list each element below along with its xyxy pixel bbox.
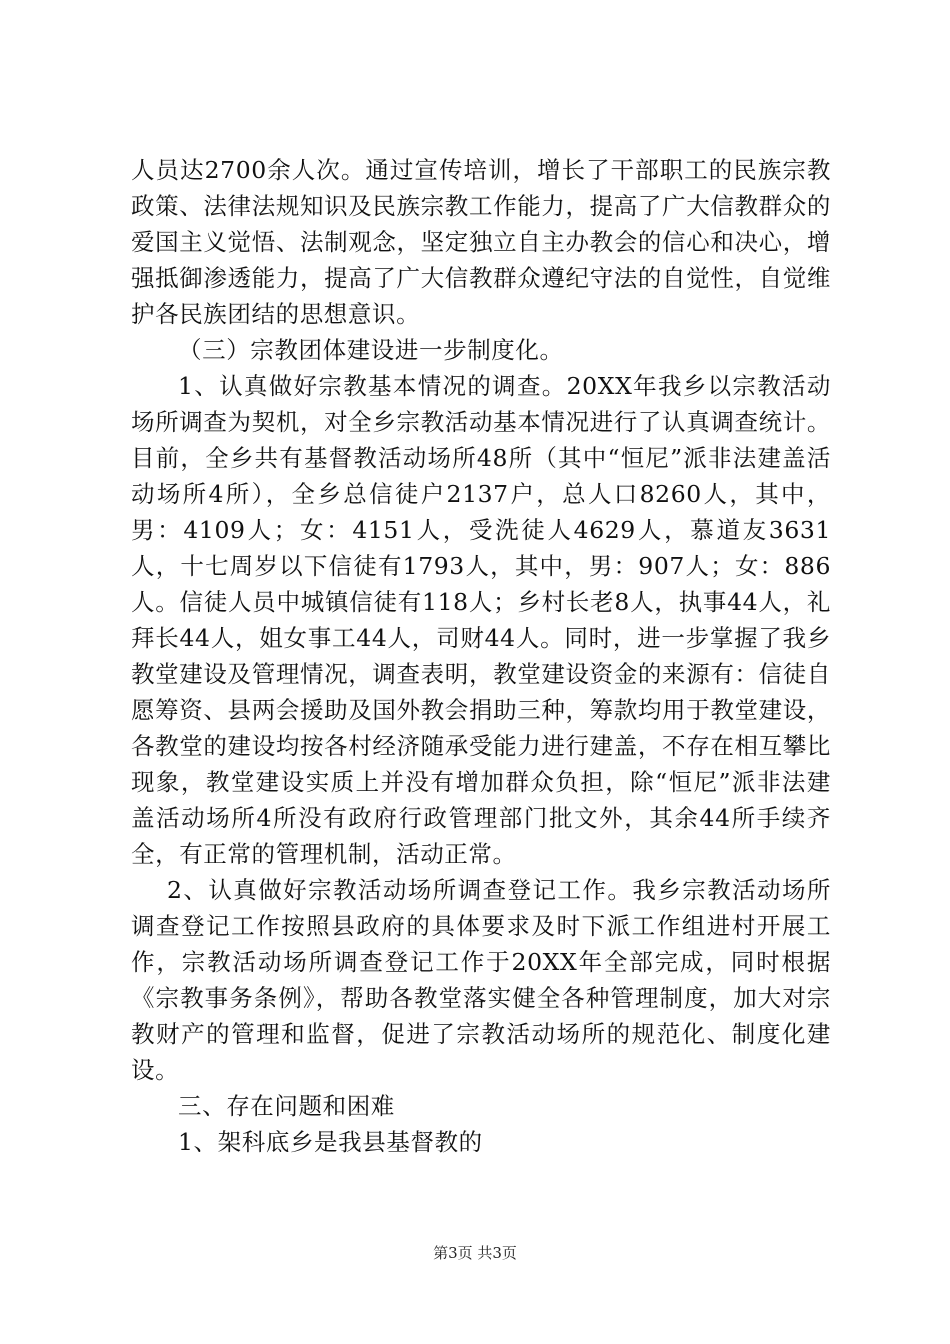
section-heading-problems: 三、存在问题和困难 xyxy=(178,1092,395,1120)
document-body xyxy=(131,152,831,1160)
page-footer: 第3页 共3页 xyxy=(433,1244,517,1262)
paragraph-registration-work: 2、认真做好宗教活动场所调查登记工作。我乡宗教活动场所调查登记工作按照县政府的具体要求及时下派工作组进村开展工作，宗教活动场所调查登记工作于20XX年全部完成，同时根据《宗教事务条例》，帮助各教堂落实健全各种管理制度，加大对宗教财产的管理和监督，促进了宗教活动场所的规范化、制度化建设。 xyxy=(131,876,831,1084)
paragraph-training-results: 人员达2700余人次。通过宣传培训，增长了干部职工的民族宗教政策、法律法规知识及民族宗教工作能力，提高了广大信教群众的爱国主义觉悟、法制观念，坚定独立自主办教会的信心和决心，增强抵御渗透能力，提高了广大信教群众遵纪守法的自觉性，自觉维护各民族团结的思想意识。 xyxy=(131,156,831,328)
paragraph-problem-one: 1、架科底乡是我县基督教的 xyxy=(178,1128,483,1156)
section-heading-religious-groups: （三）宗教团体建设进一步制度化。 xyxy=(178,336,564,364)
paragraph-basic-survey: 1、认真做好宗教基本情况的调查。20XX年我乡以宗教活动场所调查为契机，对全乡宗教活动基本情况进行了认真调查统计。目前，全乡共有基督教活动场所48所（其中“恒尼”派非法建盖活动场所4所），全乡总信徒户2137户，总人口8260人，其中，男：4109人；女：4151人，受洗徒人4629人，慕道友3631人，十七周岁以下信徒有1793人，其中，男：907人；女：886人。信徒人员中城镇信徒有118人；乡村长老8人，执事44人，礼拜长44人，姐女事工44人，司财44人。同时，进一步掌握了我乡教堂建设及管理情况，调查表明，教堂建设资金的来源有：信徒自愿筹资、县两会援助及国外教会捐助三种，筹款均用于教堂建设，各教堂的建设均按各村经济随承受能力进行建盖，不存在相互攀比现象，教堂建设实质上并没有增加群众负担，除“恒尼”派非法建盖活动场所4所没有政府行政管理部门批文外，其余44所手续齐全，有正常的管理机制，活动正常。 xyxy=(131,372,831,868)
